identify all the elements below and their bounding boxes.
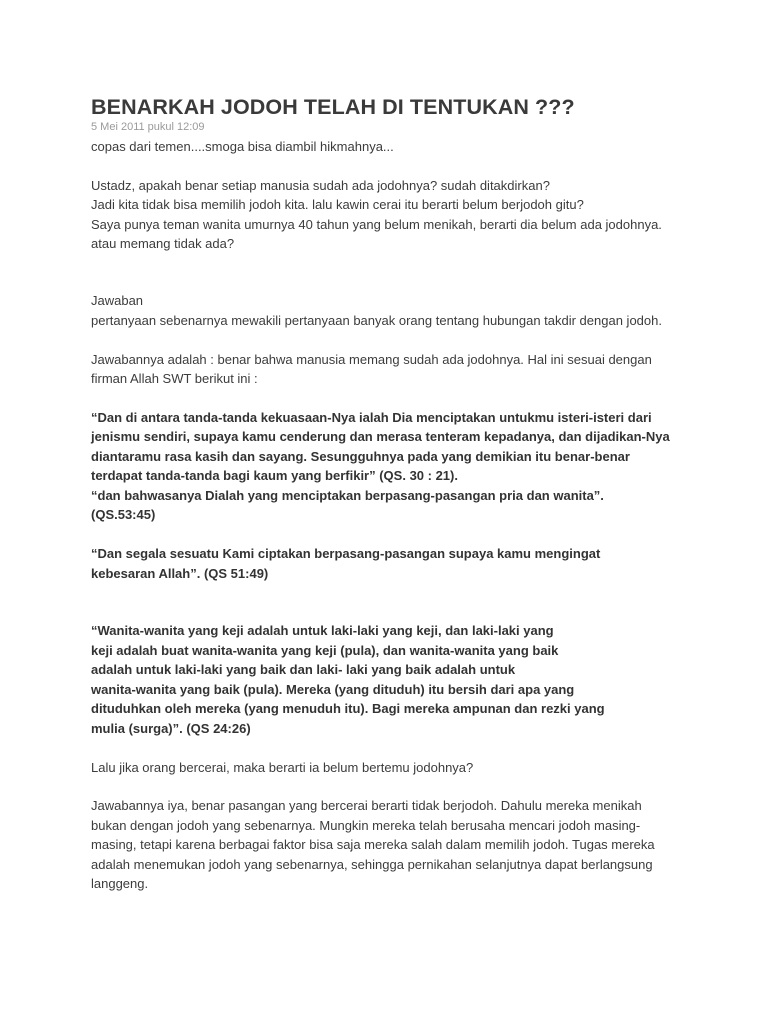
question-paragraph [91, 176, 691, 254]
quote-line: “Wanita-wanita yang keji adalah untuk laki-laki yang keji, dan laki-laki yang [91, 623, 554, 639]
answer2-line: langgeng. [91, 876, 149, 892]
post-date: 5 Mei 2011 pukul 12:09 [91, 121, 205, 133]
article-title: BENARKAH JODOH TELAH DI TENTUKAN ??? [91, 95, 575, 119]
quote-line: “Dan segala sesuatu Kami ciptakan berpasang-pasangan supaya kamu mengingat [91, 546, 601, 562]
quote-line: jenismu sendiri, supaya kamu cenderung dan merasa tenteram kepadanya, dan dijadikan-Nya [91, 429, 670, 445]
answer2-line: bukan dengan jodoh yang sebenarnya. Mungkin mereka telah berusaha mencari jodoh masing- [91, 817, 641, 833]
answer2-line: masing, tetapi karena berbagai faktor bisa saja mereka salah dalam memilih jodoh. Tugas mereka [91, 837, 655, 853]
document-page [91, 93, 691, 893]
question-line: Jadi kita tidak bisa memilih jodoh kita. lalu kawin cerai itu berarti belum berjodoh gitu? [91, 197, 584, 213]
quote-line: “dan bahwasanya Dialah yang menciptakan berpasang-pasangan pria dan wanita”. [91, 487, 604, 503]
quote-line: kebesaran Allah”. (QS 51:49) [91, 565, 269, 581]
spacer [91, 738, 691, 757]
quote-block-3 [91, 621, 691, 738]
answer-intro: pertanyaan sebenarnya mewakili pertanyaan banyak orang tentang hubungan takdir dengan jodoh. [91, 312, 662, 328]
quote-line: mulia (surga)”. (QS 24:26) [91, 720, 251, 736]
quote-line: wanita-wanita yang baik (pula). Mereka (yang dituduh) itu bersih dari apa yang [91, 681, 575, 697]
quote-line: adalah untuk laki-laki yang baik dan laki- laki yang baik adalah untuk [91, 662, 516, 678]
answer2-line: Jawabannya iya, benar pasangan yang bercerai berarti tidak berjodoh. Dahulu mereka menikah [91, 798, 642, 814]
quote-block-2 [91, 544, 691, 583]
question-line: Ustadz, apakah benar setiap manusia sudah ada jodohnya? sudah ditakdirkan? [91, 177, 550, 193]
answer2-line: adalah menemukan jodoh yang sebenarnya, sehingga pernikahan selanjutnya dapat berlangsung [91, 856, 653, 872]
spacer [91, 253, 691, 291]
quote-line: diantaramu rasa kasih dan sayang. Sesungguhnya pada yang demikian itu benar-benar [91, 448, 630, 464]
spacer [91, 777, 691, 796]
spacer [91, 388, 691, 407]
intro-line: copas dari temen....smoga bisa diambil hikmahnya... [91, 139, 394, 154]
quote-line: (QS.53:45) [91, 507, 156, 523]
quote-line: terdapat tanda-tanda bagi kaum yang berfikir” (QS. 30 : 21). [91, 468, 458, 484]
answer-line: firman Allah SWT berikut ini : [91, 371, 258, 387]
spacer [91, 525, 691, 544]
answer-paragraph [91, 350, 691, 389]
quote-line: dituduhkan oleh mereka (yang menuduh itu). Bagi mereka ampunan dan rezki yang [91, 701, 605, 717]
spacer [91, 156, 691, 175]
question-line: Saya punya teman wanita umurnya 40 tahun yang belum menikah, berarti dia belum ada jodohnya. [91, 216, 662, 232]
question2-line: Lalu jika orang bercerai, maka berarti ia belum bertemu jodohnya? [91, 759, 474, 775]
answer-heading: Jawaban [91, 293, 144, 309]
answer2-paragraph [91, 796, 691, 893]
answer-line: Jawabannya adalah : benar bahwa manusia memang sudah ada jodohnya. Hal ini sesuai dengan [91, 351, 652, 367]
quote-line: keji adalah buat wanita-wanita yang keji (pula), dan wanita-wanita yang baik [91, 642, 559, 658]
spacer [91, 583, 691, 621]
spacer [91, 330, 691, 349]
quote-line: “Dan di antara tanda-tanda kekuasaan-Nya ialah Dia menciptakan untukmu isteri-isteri dari [91, 409, 652, 425]
quote-block-1 [91, 408, 691, 525]
question-line: atau memang tidak ada? [91, 236, 235, 252]
